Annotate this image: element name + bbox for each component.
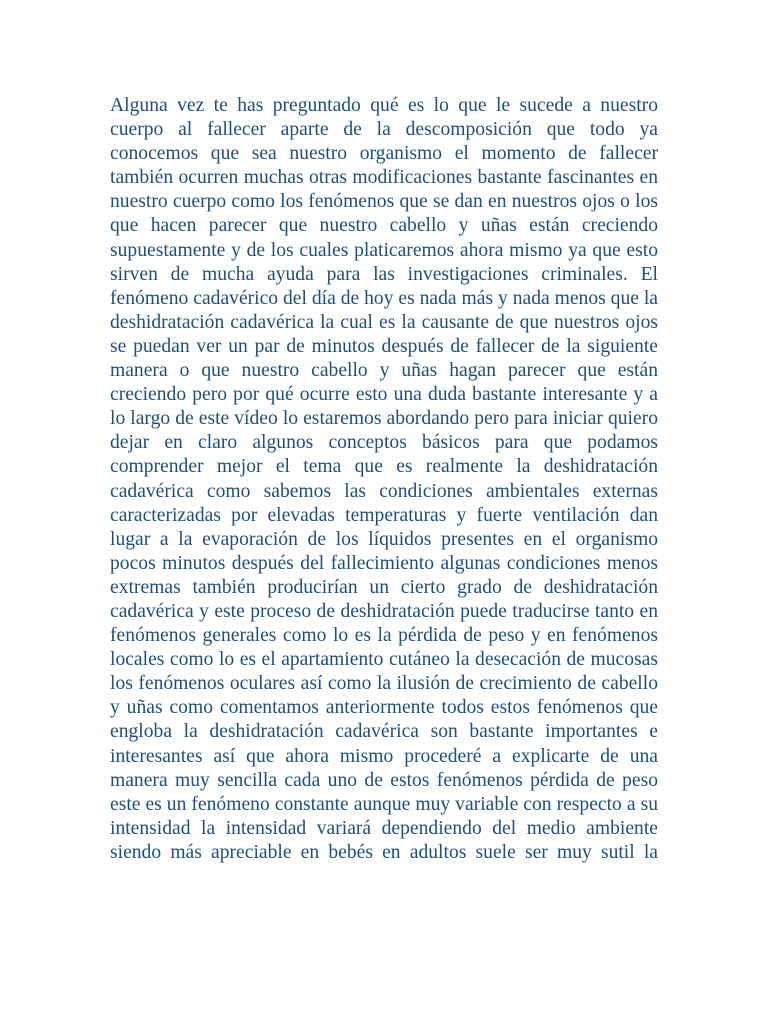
body-paragraph: Alguna vez te has preguntado qué es lo que le sucede a nuestro cuerpo al fallecer aparte de la descomposición que todo ya conocemos que sea nuestro organismo el momento de fallecer también ocurren muchas otras modificaciones bastante fascinantes en nuestro cuerpo como los fenómenos que se dan en nuestros ojos o los que hacen parecer que nuestro cabello y uñas están creciendo supuestamente y de los cuales platicaremos ahora mismo ya que esto sirven de mucha ayuda para las investigaciones criminales. El fenómeno cadavérico del día de hoy es nada más y nada menos que la deshidratación cadavérica la cual es la causante de que nuestros ojos se puedan ver un par de minutos después de fallecer de la siguiente manera o que nuestro cabello y uñas hagan parecer que están creciendo pero por qué ocurre esto una duda bastante interesante y a lo largo de este vídeo lo estaremos abordando pero para iniciar quiero dejar en claro algunos conceptos básicos para que podamos comprender mejor el tema que es realmente la deshidratación cadavérica como sabemos las condiciones ambientales externas caracterizadas por elevadas temperaturas y fuerte ventilación dan lugar a la evaporación de los líquidos presentes en el organismo pocos minutos después del fallecimiento algunas condiciones menos extremas también producirían un cierto grado de deshidratación cadavérica y este proceso de deshidratación puede traducirse tanto en fenómenos generales como lo es la pérdida de peso y en fenómenos locales como lo es el apartamiento cutáneo la desecación de mucosas los fenómenos oculares así como la ilusión de crecimiento de cabello y uñas como comentamos anteriormente todos estos fenómenos que engloba la deshidratación cadavérica son bastante importantes e interesantes así que ahora mismo procederé a explicarte de una manera muy sencilla cada uno de estos fenómenos pérdida de peso este es un fenómeno constante aunque muy variable con respecto a su intensidad la intensidad variará dependiendo del medio ambiente siendo más apreciable en bebés en adultos suele ser muy sutil la	[110, 95, 658, 863]
